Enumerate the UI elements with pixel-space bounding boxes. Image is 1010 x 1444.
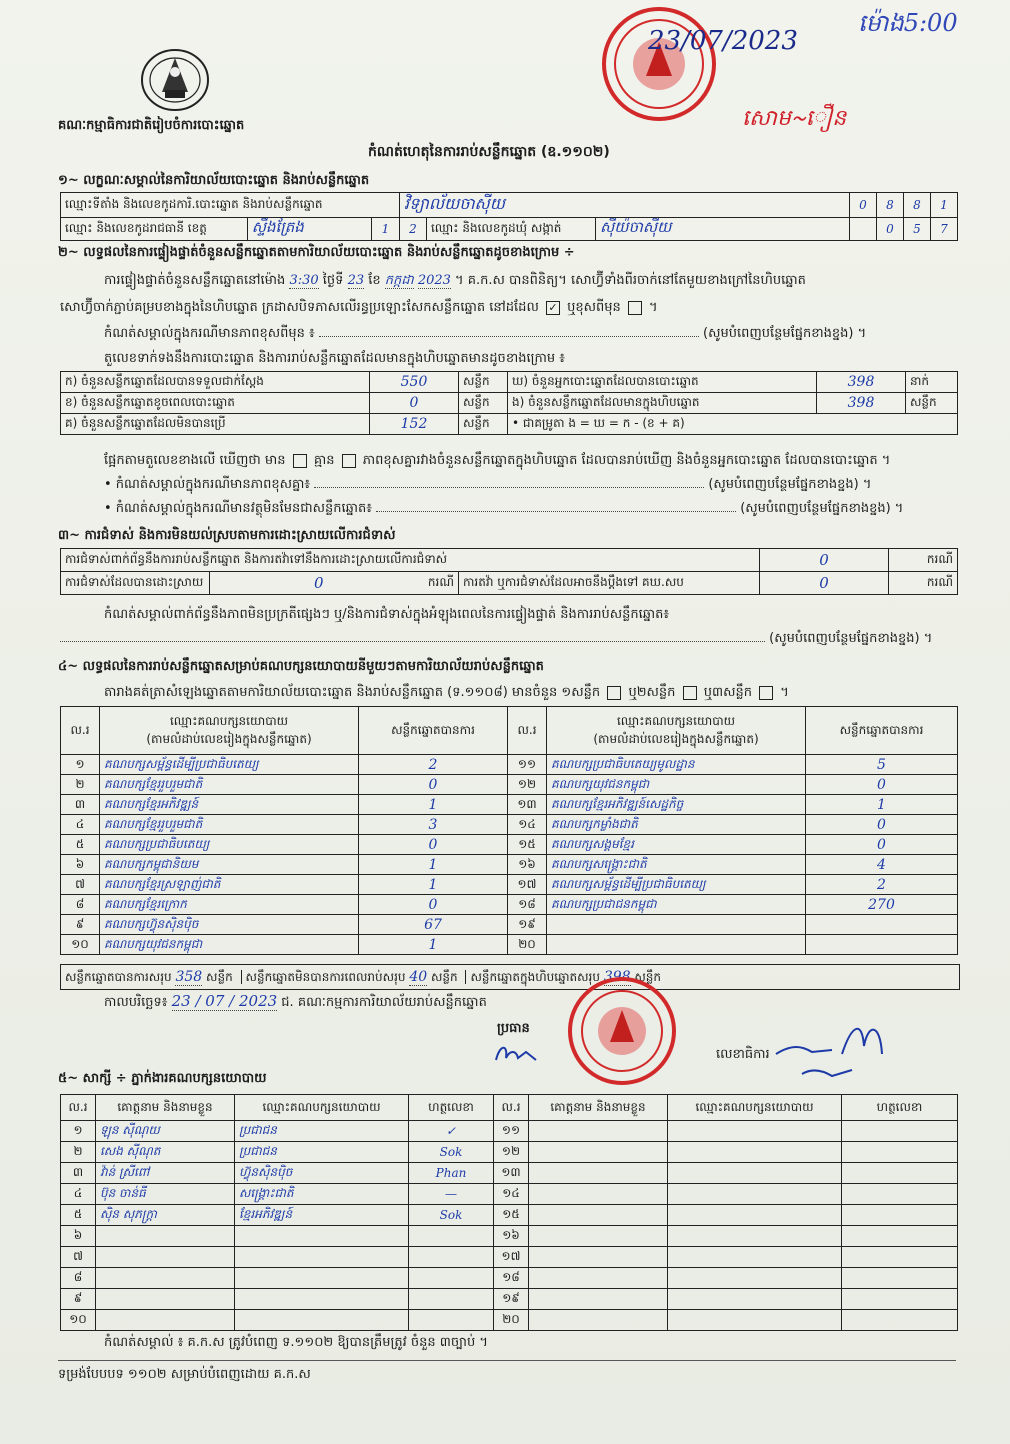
s4-table-row xyxy=(61,835,958,855)
s2-row-a-label: ក) ចំនួនសន្លឹកឆ្នោតដែលបានទទួលជាក់ស្តែង xyxy=(61,372,370,393)
s4-row-party-2: គណបក្សយុវជនកម្ពុជា xyxy=(547,775,806,795)
s3-row2-value-b: 0 xyxy=(760,572,889,595)
s4-row-no-2: ១៧ xyxy=(508,875,547,895)
s5-row-sign xyxy=(409,1247,494,1268)
s2-row-a-unit: សន្លឹក xyxy=(459,372,508,393)
official-stamp-top xyxy=(598,6,720,122)
s2-note2-tail: (សូមបំពេញបន្ថែមផ្នែកខាងខ្នង) ។ xyxy=(708,477,872,492)
s2-para4 xyxy=(104,452,890,471)
s4-col-party-sub: (តាមលំដាប់លេខរៀងក្នុងសន្លឹកឆ្នោត) xyxy=(146,731,312,746)
s2-note1-text: កំណត់សម្គាល់ក្នុងករណីមានភាពខុសពីមុន ៖ xyxy=(104,326,315,341)
red-handwriting: សោម~ឿន xyxy=(742,106,847,131)
s4-row-no-2: ១៩ xyxy=(508,915,547,935)
nec-logo xyxy=(138,44,212,114)
s3-row2-unit: ករណី xyxy=(427,575,454,589)
s2-row-c-label: គ) ចំនួនសន្លឹកឆ្នោតដែលមិនបានប្រើ xyxy=(61,414,370,435)
section2-heading: ២~ លទ្ធផលនៃការផ្ទៀងផ្ទាត់ចំនួនសន្លឹកឆ្នោតតាមការិយាល័យបោះឆ្នោត និងរាប់សន្លឹកឆ្នោតដូចខាងក្រោម ÷ xyxy=(58,245,575,260)
s4-date-label: កាលបរិច្ឆេទ៖ xyxy=(104,995,168,1010)
s5-row-party-2 xyxy=(668,1247,842,1268)
s5-row-name-2 xyxy=(529,1289,668,1310)
s2-row-d-unit: នាក់ xyxy=(906,372,958,393)
s4-table-row xyxy=(61,875,958,895)
s5-row-party xyxy=(235,1310,409,1331)
s4-row-party-2 xyxy=(547,915,806,935)
s2-month-label: ខែ xyxy=(368,273,381,288)
s2-row-a-value: 550 xyxy=(370,372,459,393)
s3-row2-label: ការជំទាស់ដែលបានដោះស្រាយ xyxy=(61,572,210,595)
s4-col-party-title: ឈ្មោះគណបក្សនយោបាយ xyxy=(169,713,289,728)
s5-row-no: ៨ xyxy=(61,1268,96,1289)
s4-date-line xyxy=(104,992,487,1013)
s4-row-party-2: គណបក្សប្រជាជនកម្ពុជា xyxy=(547,895,806,915)
s5-footnote: កំណត់សម្គាល់ ៖ គ.ក.ស ត្រូវបំពេញ ទ.១១០២ ឱ្យបានត្រឹមត្រូវ ចំនួន ៣ច្បាប់ ។ xyxy=(104,1335,488,1350)
s4-row-votes-2: 5 xyxy=(806,755,958,775)
stamp-date-handwriting: 23/07/2023 xyxy=(648,26,798,56)
s5-col-sign-2: ហត្ថលេខា xyxy=(842,1095,958,1121)
s5-row-no: ៩ xyxy=(61,1289,96,1310)
s5-row-name xyxy=(96,1268,235,1289)
s4-col-party xyxy=(100,707,359,755)
s5-row-sign-2 xyxy=(842,1163,958,1184)
s5-row-no-2: ១៤ xyxy=(494,1184,529,1205)
s2-year: 2023 xyxy=(417,273,451,288)
s5-row-party-2 xyxy=(668,1289,842,1310)
s5-row-name-2 xyxy=(529,1121,668,1142)
s5-row-party xyxy=(235,1226,409,1247)
s2-para4-b: គ្មាន xyxy=(313,453,335,468)
s4-row-no-2: ១៤ xyxy=(508,815,547,835)
s4-row-party-2: គណបក្សសង្គ្រោះជាតិ xyxy=(547,855,806,875)
s2-para4-c: ភាពខុសគ្នារវាងចំនួនសន្លឹកឆ្នោតក្នុងហិបឆ្នោត ដែលបានរាប់ឃើញ និងចំនួនអ្នកបោះឆ្នោត ដែលបានបោះឆ្នោត ។ xyxy=(362,453,891,468)
s4-row-votes: 1 xyxy=(359,795,508,815)
s4-row-party: គណបក្សខ្មែររួបរួមជាតិ xyxy=(100,775,359,795)
s5-row-name-2 xyxy=(529,1268,668,1289)
org-title: គណៈកម្មាធិការជាតិរៀបចំការបោះឆ្នោត xyxy=(58,118,245,133)
s5-row-name: ស៊ិន សុភក្ត្រា xyxy=(96,1205,235,1226)
s4-row-no: ៧ xyxy=(61,875,100,895)
s5-table-row xyxy=(61,1289,958,1310)
s4-table-row xyxy=(61,915,958,935)
s4-row-votes: 1 xyxy=(359,935,508,955)
s4-row-no: ១ xyxy=(61,755,100,775)
s2-note1-tail: (សូមបំពេញបន្ថែមផ្នែកខាងខ្នង) ។ xyxy=(703,326,867,341)
s1-row2-code-2: 2 xyxy=(400,218,427,241)
s5-row-no-2: ២០ xyxy=(494,1310,529,1331)
s2-row-e-unit: សន្លឹក xyxy=(906,393,958,414)
s5-table-row xyxy=(61,1268,958,1289)
s4-sub-text: តារាងគត់ត្រាសំឡេងឆ្នោតតាមការិយាល័យបោះឆ្នោត និងរាប់សន្លឹកឆ្នោត (ទ.១១០៨) មានចំនួន ១សន្លឹក xyxy=(104,685,601,700)
s5-row-sign-2 xyxy=(842,1247,958,1268)
s2-para4-text: ផ្អែកតាមតួលេខខាងលើ ឃើញថា មាន xyxy=(104,453,286,468)
s4-row-votes-2: 270 xyxy=(806,895,958,915)
s1-row2-blank xyxy=(850,218,877,241)
s4-total-box-unit: សន្លឹក xyxy=(634,970,662,984)
section3-table xyxy=(60,548,958,595)
s4-row-votes-2: 0 xyxy=(806,835,958,855)
s5-row-no: ១០ xyxy=(61,1310,96,1331)
s4-col-votes-2: សន្លឹកឆ្នោតបានការ xyxy=(806,707,958,755)
s5-row-party: ប្រជាជន xyxy=(235,1142,409,1163)
s4-col-votes: សន្លឹកឆ្នោតបានការ xyxy=(359,707,508,755)
s5-table-row xyxy=(61,1121,958,1142)
s1-row2-code-b2: 5 xyxy=(904,218,931,241)
s4-two-sheet-checkbox[interactable] xyxy=(683,686,697,700)
s5-row-sign xyxy=(409,1289,494,1310)
s3-row2-value: 0 xyxy=(314,574,324,592)
s2-row-e-value: 398 xyxy=(817,393,906,414)
s5-row-name-2 xyxy=(529,1310,668,1331)
s5-row-name-2 xyxy=(529,1142,668,1163)
s1-row2-value: ស្ទឹងត្រែង xyxy=(247,218,371,241)
s4-row-votes: 1 xyxy=(359,875,508,895)
s5-row-name: សេង ស៊ីណុត xyxy=(96,1142,235,1163)
s3-note-tail: (សូមបំពេញបន្ថែមផ្នែកខាងខ្នង) ។ xyxy=(769,631,933,646)
s4-row-no-2: ១៥ xyxy=(508,835,547,855)
s4-row-party: គណបក្សខ្មែរអភិវឌ្ឍន៍ xyxy=(100,795,359,815)
s5-row-party xyxy=(235,1247,409,1268)
s4-row-party: គណបក្សប្រជាធិបតេយ្យ xyxy=(100,835,359,855)
s4-col-party-sub-2: (តាមលំដាប់លេខរៀងក្នុងសន្លឹកឆ្នោត) xyxy=(593,731,759,746)
s4-col-no-2: ល.រ xyxy=(508,707,547,755)
s4-row-votes: 0 xyxy=(359,775,508,795)
s5-row-name xyxy=(96,1289,235,1310)
s4-row-party: គណបក្សយុវជនកម្ពុជា xyxy=(100,935,359,955)
s5-row-sign: Sok xyxy=(409,1205,494,1226)
s5-row-no-2: ១១ xyxy=(494,1121,529,1142)
s4-row-votes-2: 0 xyxy=(806,775,958,795)
s3-row2-unit-b: ករណី xyxy=(889,572,958,595)
s4-row-no-2: ១៣ xyxy=(508,795,547,815)
s4-row-party-2: គណបក្សប្រជាធិបតេយ្យមូលដ្ឋាន xyxy=(547,755,806,775)
s4-total-box-label: សន្លឹកឆ្នោតក្នុងហិបឆ្នោតសរុប xyxy=(465,970,600,984)
s4-row-no: ៣ xyxy=(61,795,100,815)
s5-table-row xyxy=(61,1142,958,1163)
s2-same-checkbox[interactable]: ✓ xyxy=(546,301,560,315)
s5-row-no: ៧ xyxy=(61,1247,96,1268)
s2-note1 xyxy=(104,325,954,344)
s5-row-name-2 xyxy=(529,1205,668,1226)
s3-row1-label: ការជំទាស់ពាក់ព័ន្ធនឹងការរាប់សន្លឹកឆ្នោត និងការតវ៉ាទៅនឹងការដោះស្រាយលើការជំទាស់ xyxy=(61,549,760,572)
s5-row-no: ១ xyxy=(61,1121,96,1142)
s4-row-votes: 67 xyxy=(359,915,508,935)
s5-row-party: ហ៊្វុនស៊ិនប៉ិច xyxy=(235,1163,409,1184)
section5-heading: ៥~ សាក្សី ÷ ភ្នាក់ងារគណបក្សនយោបាយ xyxy=(58,1071,267,1086)
s5-row-sign-2 xyxy=(842,1184,958,1205)
s5-row-no-2: ១២ xyxy=(494,1142,529,1163)
s1-row2-code-b1: 0 xyxy=(877,218,904,241)
s4-total-valid-unit: សន្លឹក xyxy=(206,970,233,984)
s5-col-no: ល.រ xyxy=(61,1095,96,1121)
s4-date-tail: ជ. គណៈកម្មការការិយាល័យរាប់សន្លឹកឆ្នោត xyxy=(281,995,487,1010)
s2-row-d-value: 398 xyxy=(817,372,906,393)
s2-para2-text: សោហ្វ៊ីចាក់ភ្ជាប់គម្របខាងក្នុងនៃហិបឆ្នោត ក្រដាសបិទភាសលើរន្ធប្រឡោះសែកសន្លឹកឆ្នោត នៅដដែល xyxy=(60,300,539,315)
s5-row-party-2 xyxy=(668,1268,842,1289)
s5-row-name xyxy=(96,1226,235,1247)
s4-secretary-label: លេខាធិការ xyxy=(716,1047,770,1062)
s4-row-party-2 xyxy=(547,935,806,955)
s5-row-no: ២ xyxy=(61,1142,96,1163)
s4-row-no-2: ១៦ xyxy=(508,855,547,875)
s5-row-name xyxy=(96,1310,235,1331)
s2-para1-text: ការផ្ទៀងផ្ទាត់ចំនួនសន្លឹកឆ្នោតនៅម៉ោង xyxy=(104,273,286,288)
s4-one-sheet-checkbox[interactable] xyxy=(607,686,621,700)
s5-row-no-2: ១៥ xyxy=(494,1205,529,1226)
s5-row-no-2: ១៣ xyxy=(494,1163,529,1184)
s4-row-votes-2 xyxy=(806,935,958,955)
s4-row-votes: 0 xyxy=(359,835,508,855)
s1-code-4: 1 xyxy=(931,193,958,218)
s2-time: 3:30 xyxy=(289,273,319,288)
s3-row2-label-b: ការតវ៉ា ឬការជំទាស់ដែលអាចនឹងប្តឹងទៅ គឃ.សប xyxy=(459,572,760,595)
s5-row-sign-2 xyxy=(842,1142,958,1163)
s5-row-party-2 xyxy=(668,1205,842,1226)
s5-row-party: ប្រជាជន xyxy=(235,1121,409,1142)
s4-row-party: គណបក្សកម្ពុជានិយម xyxy=(100,855,359,875)
s4-table-row xyxy=(61,895,958,915)
s1-row2-label: ឈ្មោះ និងលេខកូដរាជធានី ខេត្ត xyxy=(61,218,248,241)
s4-row-party-2: គណបក្សកម្លាំងជាតិ xyxy=(547,815,806,835)
s4-row-no: ៦ xyxy=(61,855,100,875)
s2-row-b-label: ខ) ចំនួនសន្លឹកឆ្នោតខូចពេលបោះឆ្នោត xyxy=(61,393,370,414)
s2-para1-tail: ។ គ.ក.ស បានពិនិត្យ។ សោហ្វ៊ីទាំងពីរចាក់នៅតែមួយខាងក្រៅនៃហិបឆ្នោត xyxy=(455,273,806,288)
s4-table-row xyxy=(61,935,958,955)
s5-row-name-2 xyxy=(529,1226,668,1247)
s5-row-sign-2 xyxy=(842,1121,958,1142)
s5-row-party: ខ្មែរអភិវឌ្ឍន៍ xyxy=(235,1205,409,1226)
s5-row-sign: Phan xyxy=(409,1163,494,1184)
s5-row-sign-2 xyxy=(842,1289,958,1310)
section1-table xyxy=(60,192,958,241)
s4-col-party-2 xyxy=(547,707,806,755)
s5-row-sign: — xyxy=(409,1184,494,1205)
s5-row-no: ៣ xyxy=(61,1163,96,1184)
s2-row-e-label: ង) ចំនួនសន្លឹកឆ្នោតដែលមានក្នុងហិបឆ្នោត xyxy=(508,393,817,414)
s1-code-3: 8 xyxy=(904,193,931,218)
s5-row-party-2 xyxy=(668,1226,842,1247)
footer-text: ទម្រង់បែបបទ ១១០២ សម្រាប់បំពេញដោយ គ.ក.ស xyxy=(58,1367,311,1382)
s5-col-name: គោត្តនាម និងនាមខ្លួន xyxy=(96,1095,235,1121)
s5-table-row xyxy=(61,1310,958,1331)
s5-row-name xyxy=(96,1247,235,1268)
s4-col-no: ល.រ xyxy=(61,707,100,755)
s1-code-2: 8 xyxy=(877,193,904,218)
s5-row-party: សង្គ្រោះជាតិ xyxy=(235,1184,409,1205)
s2-row-b-value: 0 xyxy=(370,393,459,414)
s4-table-row xyxy=(61,815,958,835)
s2-para2: សោហ្វ៊ីចាក់ភ្ជាប់គម្របខាងក្នុងនៃហិបឆ្នោត ក្រដាសបិទភាសលើរន្ធប្រឡោះសែកសន្លឹកឆ្នោត នៅដដែល ✓ ឬខុសពីមុន ។ xyxy=(60,300,658,315)
s4-total-invalid: 40 xyxy=(409,969,428,985)
s2-row-c-value: 152 xyxy=(370,414,459,435)
s4-row-no: ២ xyxy=(61,775,100,795)
s4-row-votes: 3 xyxy=(359,815,508,835)
s5-row-party-2 xyxy=(668,1184,842,1205)
s5-row-no-2: ១៦ xyxy=(494,1226,529,1247)
s5-row-party-2 xyxy=(668,1163,842,1184)
s5-row-name-2 xyxy=(529,1163,668,1184)
s5-row-party xyxy=(235,1268,409,1289)
s2-figures-table xyxy=(60,371,958,435)
s4-total-invalid-unit: សន្លឹក xyxy=(430,970,458,984)
s1-code-1: 0 xyxy=(850,193,877,218)
s2-has-diff-checkbox[interactable] xyxy=(293,454,307,468)
s2-row-d-label: ឃ) ចំនួនអ្នកបោះឆ្នោតដែលបានបោះឆ្នោត xyxy=(508,372,817,393)
s4-row-votes: 2 xyxy=(359,755,508,775)
s4-row-no: ៨ xyxy=(61,895,100,915)
s2-no-diff-checkbox[interactable] xyxy=(342,454,356,468)
s4-row-votes-2: 2 xyxy=(806,875,958,895)
s5-table-row xyxy=(61,1205,958,1226)
s4-row-party-2: គណបក្សសង្គមខ្មែរ xyxy=(547,835,806,855)
s5-table-row xyxy=(61,1247,958,1268)
s3-note-line xyxy=(60,630,958,649)
s4-row-party: គណបក្សខ្មែររួបរួមជាតិ xyxy=(100,815,359,835)
s4-row-party: គណបក្សខ្មែរស្រឡាញ់ជាតិ xyxy=(100,875,359,895)
s4-total-invalid-label: សន្លឹកឆ្នោតមិនបានការពេលរាប់សរុប xyxy=(241,970,406,984)
s5-row-name: វ៉ាន់ ស្រីពៅ xyxy=(96,1163,235,1184)
s2-row-b-unit: សន្លឹក xyxy=(459,393,508,414)
s5-row-no: ៦ xyxy=(61,1226,96,1247)
s5-row-no-2: ១៧ xyxy=(494,1247,529,1268)
chair-signature xyxy=(492,1040,542,1066)
s4-table-row xyxy=(61,795,958,815)
s5-row-sign xyxy=(409,1226,494,1247)
s5-row-sign-2 xyxy=(842,1310,958,1331)
top-right-note: ម៉ោង5:00 xyxy=(858,9,958,37)
s3-row1-unit: ករណី xyxy=(889,549,958,572)
s2-formula: • ជាគម្រូតា ង = ឃ = ក - (ខ + គ) xyxy=(508,414,958,435)
s5-row-sign-2 xyxy=(842,1205,958,1226)
section1-heading: ១~ លក្ខណៈសម្គាល់នៃការិយាល័យបោះឆ្នោត និងរាប់សន្លឹកឆ្នោត xyxy=(58,173,370,188)
s1-row1-value: វិទ្យាល័យចាស៊ីយ xyxy=(400,193,850,218)
s4-totals xyxy=(60,964,960,990)
s4-row-votes-2: 1 xyxy=(806,795,958,815)
s5-row-party-2 xyxy=(668,1121,842,1142)
s4-total-valid: 358 xyxy=(175,969,203,985)
s5-col-name-2: គោត្តនាម និងនាមខ្លួន xyxy=(529,1095,668,1121)
footer-divider xyxy=(58,1360,956,1361)
s5-row-sign xyxy=(409,1310,494,1331)
s4-row-no-2: ២០ xyxy=(508,935,547,955)
s4-row-party: គណបក្សខ្មែរក្រោក xyxy=(100,895,359,915)
s4-sub: តារាងគត់ត្រាសំឡេងឆ្នោតតាមការិយាល័យបោះឆ្នោត និងរាប់សន្លឹកឆ្នោត (ទ.១១០៨) មានចំនួន ១សន្លឹក ឬ២សន្លឹក ឬ៣សន្លឹក ។ xyxy=(104,685,789,700)
s1-row2-code-1: 1 xyxy=(371,218,399,241)
section4-heading: ៤~ លទ្ធផលនៃការរាប់សន្លឹកឆ្នោតសម្រាប់គណបក្សនយោបាយនីមួយៗតាមការិយាល័យរាប់សន្លឹកឆ្នោត xyxy=(58,659,544,674)
s2-day-label: ថ្ងៃទី xyxy=(322,273,344,288)
s1-row2-label-b: ឈ្មោះ និងលេខកូដឃុំ សង្កាត់ xyxy=(427,218,596,241)
s5-row-no-2: ១៩ xyxy=(494,1289,529,1310)
official-stamp-mid xyxy=(560,976,684,1086)
s5-row-sign-2 xyxy=(842,1226,958,1247)
s3-row1-value: 0 xyxy=(760,549,889,572)
s2-note2-text: • កំណត់សម្គាល់ក្នុងករណីមានភាពខុសគ្នា៖ xyxy=(104,477,311,492)
s4-table-row xyxy=(61,755,958,775)
s5-row-no: ៥ xyxy=(61,1205,96,1226)
s5-table-row xyxy=(61,1184,958,1205)
section3-heading: ៣~ ការជំទាស់ និងការមិនយល់ស្របតាមការដោះស្រាយលើការជំទាស់ xyxy=(58,528,396,543)
s4-sub-b: ឬ២សន្លឹក xyxy=(628,685,676,700)
s5-col-party: ឈ្មោះគណបក្សនយោបាយ xyxy=(235,1095,409,1121)
s2-note3 xyxy=(104,500,903,519)
s4-row-votes: 0 xyxy=(359,895,508,915)
s2-different-checkbox[interactable] xyxy=(628,301,642,315)
s2-note3-tail: (សូមបំពេញបន្ថែមផ្នែកខាងខ្នង) ។ xyxy=(740,501,904,516)
s4-row-party: គណបក្សហ៊្វុនស៊ិនប៉ិច xyxy=(100,915,359,935)
s4-table-row xyxy=(61,855,958,875)
s5-row-party xyxy=(235,1289,409,1310)
s5-row-name-2 xyxy=(529,1247,668,1268)
s4-row-votes-2 xyxy=(806,915,958,935)
s5-row-party-2 xyxy=(668,1310,842,1331)
s2-month: កក្កដា xyxy=(384,273,414,288)
s3-note: កំណត់សម្គាល់ពាក់ព័ន្ធនឹងភាពមិនប្រក្រតីផ្សេងៗ ឬ/និងការជំទាស់ក្នុងអំឡុងពេលនៃការផ្ទៀងផ្ទាត់ និងការរាប់សន្លឹកឆ្នោត៖ xyxy=(104,607,670,622)
s4-total-box: 398 xyxy=(603,969,631,985)
s4-table-row xyxy=(61,775,958,795)
s4-row-no-2: ១២ xyxy=(508,775,547,795)
s5-table-row xyxy=(61,1163,958,1184)
s5-row-sign xyxy=(409,1268,494,1289)
s4-row-no-2: ១៨ xyxy=(508,895,547,915)
s5-row-sign-2 xyxy=(842,1268,958,1289)
s4-total-valid-label: សន្លឹកឆ្នោតបានការសរុប xyxy=(65,970,172,984)
s5-table-row xyxy=(61,1226,958,1247)
s4-row-no: ១០ xyxy=(61,935,100,955)
s5-row-sign: ✓ xyxy=(409,1121,494,1142)
s2-para3: តួលេខទាក់ទងនឹងការបោះឆ្នោត និងការរាប់សន្លឹកឆ្នោតដែលមានក្នុងហិបឆ្នោតមានដូចខាងក្រោម ៖ xyxy=(104,351,565,366)
s2-para1 xyxy=(104,272,806,291)
s4-row-no: ៤ xyxy=(61,815,100,835)
s4-row-votes-2: 0 xyxy=(806,815,958,835)
s2-para2-mid: ឬខុសពីមុន xyxy=(567,300,621,315)
s4-chair-label: ប្រធាន xyxy=(497,1021,530,1036)
s1-row1-label: ឈ្មោះទីតាំង និងលេខកូដការិ.បោះឆ្នោត និងរាប់សន្លឹកឆ្នោត xyxy=(61,193,400,218)
s2-note2 xyxy=(104,476,871,495)
s5-col-party-2: ឈ្មោះគណបក្សនយោបាយ xyxy=(668,1095,842,1121)
s2-day: 23 xyxy=(347,273,365,288)
s4-row-party: គណបក្សសម្ព័ន្ធដើម្បីប្រជាធិបតេយ្យ xyxy=(100,755,359,775)
s2-note3-text: • កំណត់សម្គាល់ក្នុងករណីមានវត្ថុមិនមែនជាសន្លឹកឆ្នោត៖ xyxy=(104,501,372,516)
s5-row-name-2 xyxy=(529,1184,668,1205)
s5-row-name: ឡុន ស៊ីណុយ xyxy=(96,1121,235,1142)
secretary-signature xyxy=(772,1014,902,1094)
s4-row-no: ៩ xyxy=(61,915,100,935)
s5-row-sign: Sok xyxy=(409,1142,494,1163)
s5-col-no-2: ល.រ xyxy=(494,1095,529,1121)
s5-row-party-2 xyxy=(668,1142,842,1163)
s1-row2-value-b: ស៊ីយ៉ចាស៊ីយ xyxy=(596,218,850,241)
s4-row-votes-2: 4 xyxy=(806,855,958,875)
doc-title: កំណត់ហេតុនៃការរាប់សន្លឹកឆ្នោត (ឧ.១១០២) xyxy=(368,144,610,160)
s5-row-name: ប៊ុន ចាន់ធី xyxy=(96,1184,235,1205)
s4-date-value: 23 / 07 / 2023 xyxy=(171,992,278,1010)
s4-row-party-2: គណបក្សសម្ព័ន្ធដើម្បីប្រជាធិបតេយ្យ xyxy=(547,875,806,895)
s4-col-party-title-2: ឈ្មោះគណបក្សនយោបាយ xyxy=(616,713,736,728)
s2-row-c-unit: សន្លឹក xyxy=(459,414,508,435)
s4-three-sheet-checkbox[interactable] xyxy=(759,686,773,700)
s4-row-no: ៥ xyxy=(61,835,100,855)
s5-col-sign: ហត្ថលេខា xyxy=(409,1095,494,1121)
s4-row-party-2: គណបក្សខ្មែរអភិវឌ្ឍន៍សេដ្ឋកិច្ច xyxy=(547,795,806,815)
s5-row-no-2: ១៨ xyxy=(494,1268,529,1289)
s5-row-no: ៤ xyxy=(61,1184,96,1205)
s1-row2-code-b3: 7 xyxy=(931,218,958,241)
s4-results-table xyxy=(60,706,958,955)
s5-witness-table xyxy=(60,1094,958,1331)
s4-row-votes: 1 xyxy=(359,855,508,875)
s4-row-no-2: ១១ xyxy=(508,755,547,775)
s4-sub-c: ឬ៣សន្លឹក xyxy=(703,685,752,700)
